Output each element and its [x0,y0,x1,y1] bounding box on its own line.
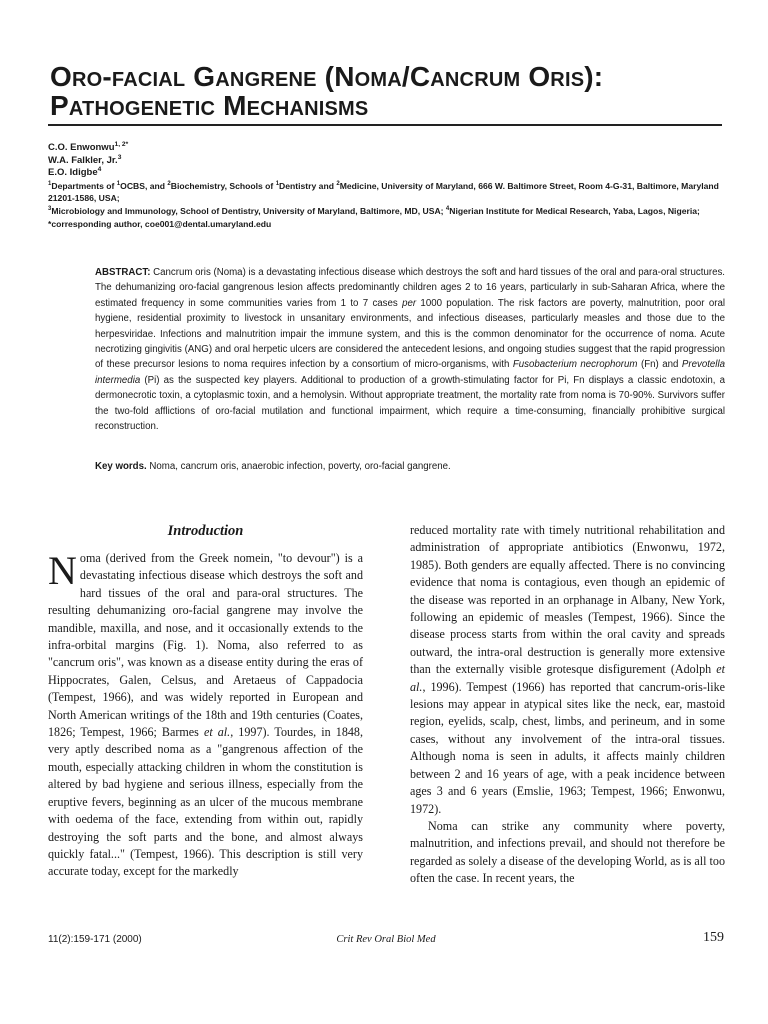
corresponding-author: *corresponding author, coe001@dental.umaryland.edu [48,218,272,229]
abstract-label: ABSTRACT: [95,267,151,278]
author-3: E.O. Idigbe$^4$ [48,166,102,179]
intro-paragraph-3: Noma can strike any community where poverty, malnutrition, and infections prevail, and should not therefore be regarded as solely a disease of the developing World, as is all too often the case. In recent years, the [410,818,725,886]
abstract: ABSTRACT: Cancrum oris (Noma) is a devastating infectious disease which destroys the soft and hard tissues of the oral and para-oral structures. The dehumanizing oro-facial gangrenous lesion affects predominantly children ages 2 to 16 years, particularly in sub-Saharan Africa, where the estimated frequency in some communities varies from 1 to 7 cases per 1000 population. The risk factors are poverty, malnutrition, poor oral hygiene, residential proximity to livestock in unsanitary environments, and infectious diseases, particularly measles and those due to the herpesviridae. Infections and malnutrition impair the immune system, and this is the common denominator for the occurrence of noma. Acute necrotizing gingivitis (ANG) and oral herpetic ulcers are considered the antecedent lesions, and ongoing studies suggest that the rapid progression of these precursor lesions to noma requires infection by a consortium of micro-organisms, with Fusobacterium necrophorum (Fn) and Prevotella intermedia (Pi) as the suspected key players. Additional to production of a growth-stimulating factor for Pi, Fn displays a classic endotoxin, a dermonecrotic toxin, a cytoplasmic toxin, and a hemolysin. Without appropriate treatment, the mortality rate from noma is 70-90%. Survivors suffer the two-fold afflictions of oro-facial mutilation and functional impairment, which require a time-consuming, financially prohibitive surgical reconstruction. [95,267,725,433]
footer-journal: Crit Rev Oral Biol Med [336,934,436,945]
article-title [50,62,720,120]
keywords-text: Noma, cancrum oris, anaerobic infection, poverty, oro-facial gangrene. [146,461,451,472]
title-rule [48,124,722,126]
section-heading-introduction: Introduction [167,523,244,539]
footer-citation: 11(2):159-171 (2000) [48,934,142,945]
keywords-label: Key words. [95,461,147,472]
intro-paragraph-1: Noma (derived from the Greek nomein, "to devour") is a devastating infectious disease which destroys the soft and hard tissues of the oral and para-oral structures. The resulting dehumanizing oro-facial gangrene may involve the mandible, maxilla, and nose, and it occasionally extends to the infra-orbital margins (Fig. 1). Noma, also referred to as "cancrum oris", was known as a disease entity during the eras of Hippocrates, Galen, Celsus, and Aretaeus of Cappadocia (Tempest, 1966), and was widely reported in European and North American writings of the 18th and 19th centuries (Coates, 1826; Tempest, 1966; Barmes et al., 1997). Tourdes, in 1848, very aptly described noma as a "gangrenous affection of the mouth, especially attacking children in whom the constitution is altered by bad hygiene and serious illness, especially from the eruptive fevers, beginning as an ulcer of the mucous membrane with oedema of the face, extending from within out, rapidly destroying the soft parts and the bone, and almost always quickly fatal..." (Tempest, 1966). This description is still very accurate today, except for the markedly [48,548,363,879]
author-1: C.O. Enwonwu$^{1, 2*}$ [48,140,129,153]
affiliation-line-2: $^3$Microbiology and Immunology, School of Dentistry, University of Maryland, Baltimore, MD, USA; $^4$Nigerian Institute for Medical Research, Yaba, Lagos, Nigeria; [48,205,700,216]
title-line-2: Pathogenetic Mechanisms [50,90,369,121]
left-column [48,522,363,881]
intro-paragraph-2: reduced mortality rate with timely nutritional rehabilitation and administration of appropriate antibiotics (Enwonwu, 1972, 1985). Both genders are equally affected. There is no convincing evidence that noma is contagious, even though an epidemic of the disease was reported in an orphanage in Albany, New York, following an epidemic of measles (Tempest, 1966). Since the disease process starts from within the oral cavity and spreads outward, the intra-oral destruction is generally more extensive than the externally visible grotesque disfigurement (Adolph et al., 1996). Tempest (1966) has reported that cancrum-oris-like lesions may appear in atypical sites like the neck, ear, mastoid region, eyelids, scalp, chest, limbs, and perineum, and in some cases, without any involvement of the intra-oral tissues. Although noma is seen in adults, it affects mainly children between 2 and 16 years of age, with a peak incidence between ages 3 and 6 years (Emslie, 1963; Tempest, 1966; Enwonwu, 1972). [410,523,725,816]
title-line-1: Oro-facial Gangrene (Noma/Cancrum Oris): [50,61,604,92]
page-number: 159 [703,930,724,945]
drop-cap: N [48,548,77,593]
affiliation-line-1: $^1$Departments of $^1$OCBS, and $^2$Biochemistry, Schools of $^1$Dentistry and $^2$Medicine, University of Maryland, 666 W. Baltimore Street, Room 4-G-31, Baltimore, Maryland 21201-1586, USA; [48,180,719,204]
author-block [48,142,728,230]
right-column [410,522,725,888]
keywords [95,459,725,474]
author-2: W.A. Falkler, Jr.$^3$ [48,153,122,166]
